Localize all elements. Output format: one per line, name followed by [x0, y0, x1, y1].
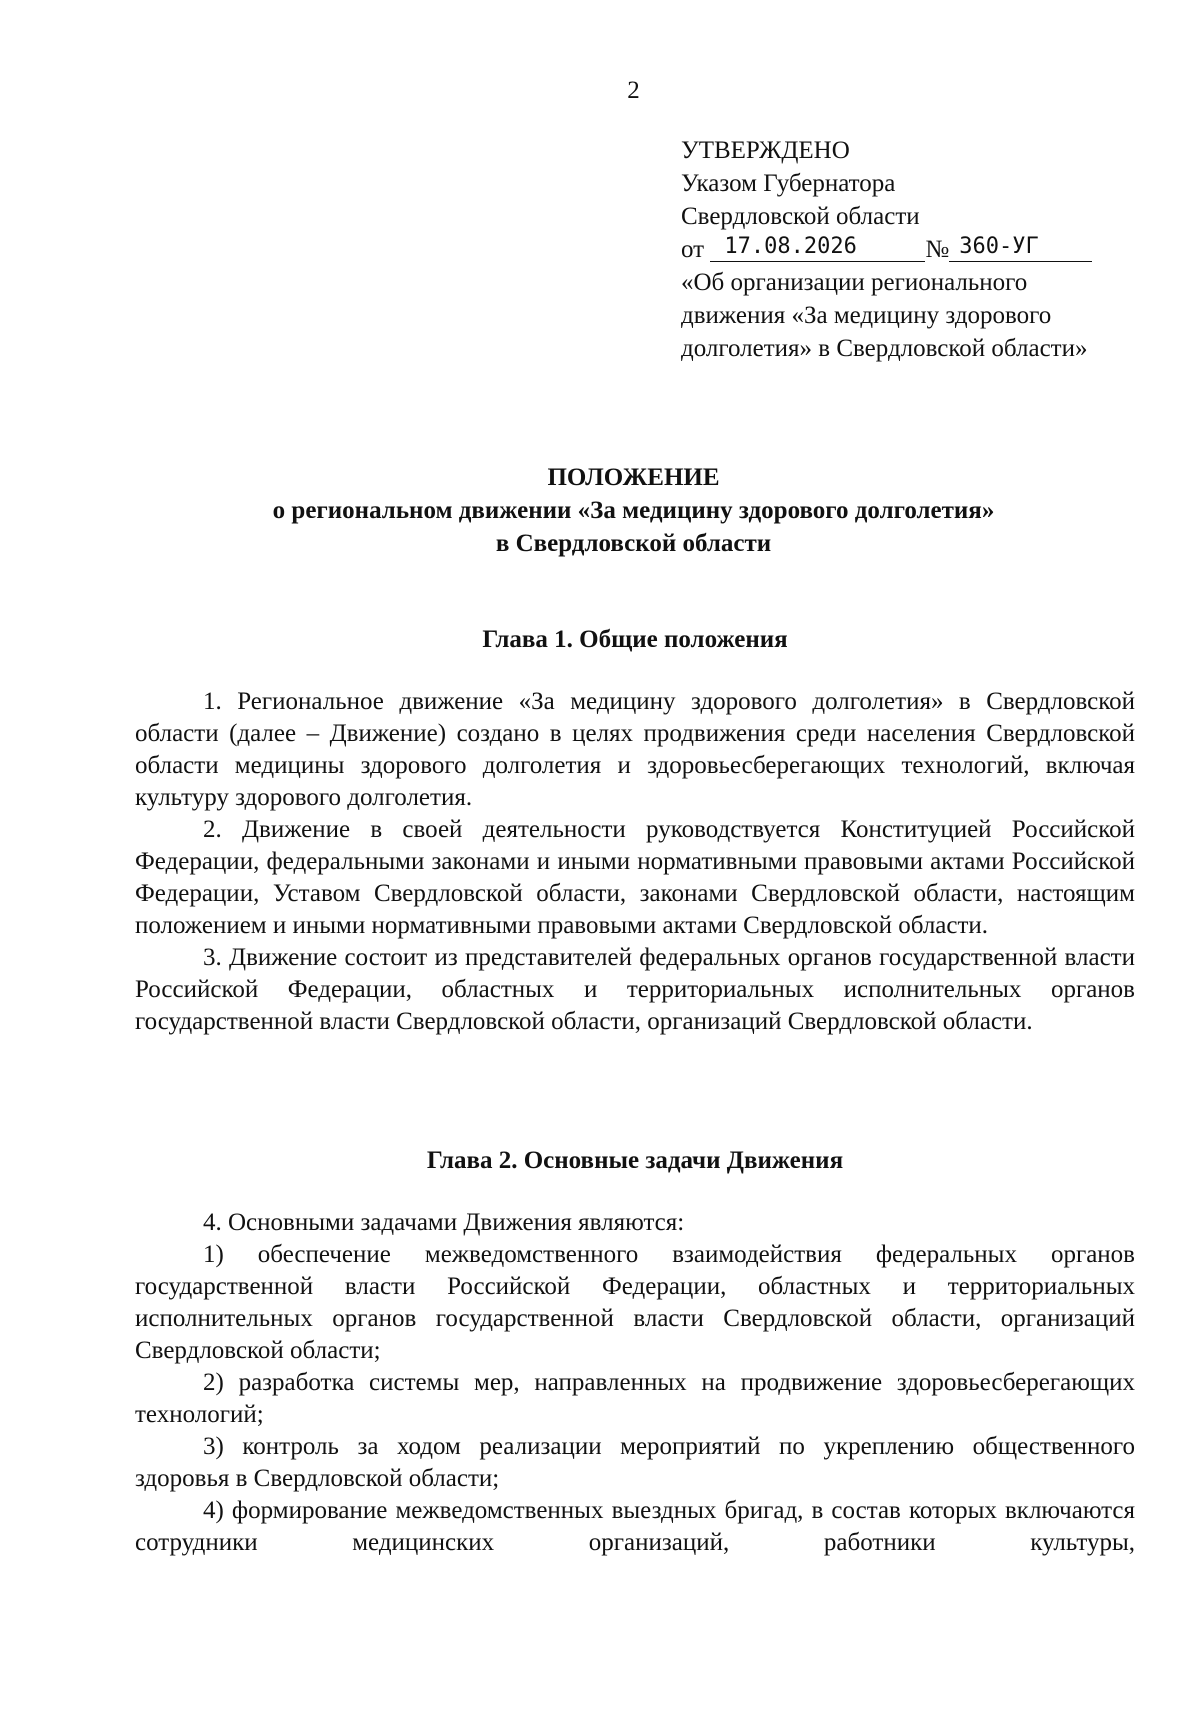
- approval-dateline: [681, 233, 1121, 266]
- number-sign: №: [925, 236, 950, 263]
- date-prefix: от: [681, 236, 705, 263]
- approval-approved: УТВЕРЖДЕНО: [681, 137, 850, 164]
- title-line-3: в Свердловской области: [495, 530, 772, 557]
- paragraph-1: 1. Региональное движение «За медицину здорового долголетия» в Свердловской области (далее – Движение) создано в целях продвижения среди населения Свердловской области медицины здорового долголетия и здоровьесберегающих технологий, включая культуру здорового долголетия.: [135, 688, 1135, 811]
- number-field: 360-УГ: [949, 234, 1092, 262]
- chapter-2: [135, 1145, 1135, 1559]
- title-line-2: о региональном движении «За медицину здорового долголетия»: [272, 497, 995, 524]
- subitem-1: 1) обеспечение межведомственного взаимодействия федеральных органов государственной власти Российской Федерации, областных и территориальных исполнительных органов государственной власти Свердловской области, организаций Свердловской области;: [135, 1241, 1135, 1364]
- paragraph-3: 3. Движение состоит из представителей федеральных органов государственной власти Российской Федерации, областных и территориальных исполнительных органов государственной власти Свердловской области, организаций Свердловской области.: [135, 944, 1135, 1035]
- subitem-2: 2) разработка системы мер, направленных на продвижение здоровьесберегающих технологий;: [135, 1369, 1135, 1428]
- approval-stamp: [681, 134, 1121, 365]
- approval-by-decree: Указом Губернатора: [681, 170, 896, 197]
- date-field: 17.08.2026: [710, 234, 925, 262]
- title-main: ПОЛОЖЕНИЕ: [547, 464, 720, 491]
- approval-region: Свердловской области: [681, 203, 920, 230]
- chapter-2-heading: Глава 2. Основные задачи Движения: [426, 1147, 844, 1174]
- subitem-4: 4) формирование межведомственных выездных бригад, в состав которых включаются сотрудники медицинских организаций, работники культуры,: [135, 1497, 1135, 1556]
- chapter-1: [135, 624, 1135, 1038]
- approval-basis: «Об организации регионального движения «За медицину здорового долголетия» в Свердловской области»: [681, 269, 1088, 362]
- paragraph-2: 2. Движение в своей деятельности руководствуется Конституцией Российской Федерации, федеральными законами и иными нормативными правовыми актами Российской Федерации, Уставом Свердловской области, законами Свердловской области, настоящим положением и иными нормативными правовыми актами Свердловской области.: [135, 816, 1135, 939]
- page-number: 2: [627, 77, 640, 104]
- subitem-3: 3) контроль за ходом реализации мероприятий по укреплению общественного здоровья в Свердловской области;: [135, 1433, 1135, 1492]
- document-title: [0, 461, 1200, 560]
- chapter-1-heading: Глава 1. Общие положения: [482, 626, 788, 653]
- paragraph-4: 4. Основными задачами Движения являются:: [203, 1209, 685, 1236]
